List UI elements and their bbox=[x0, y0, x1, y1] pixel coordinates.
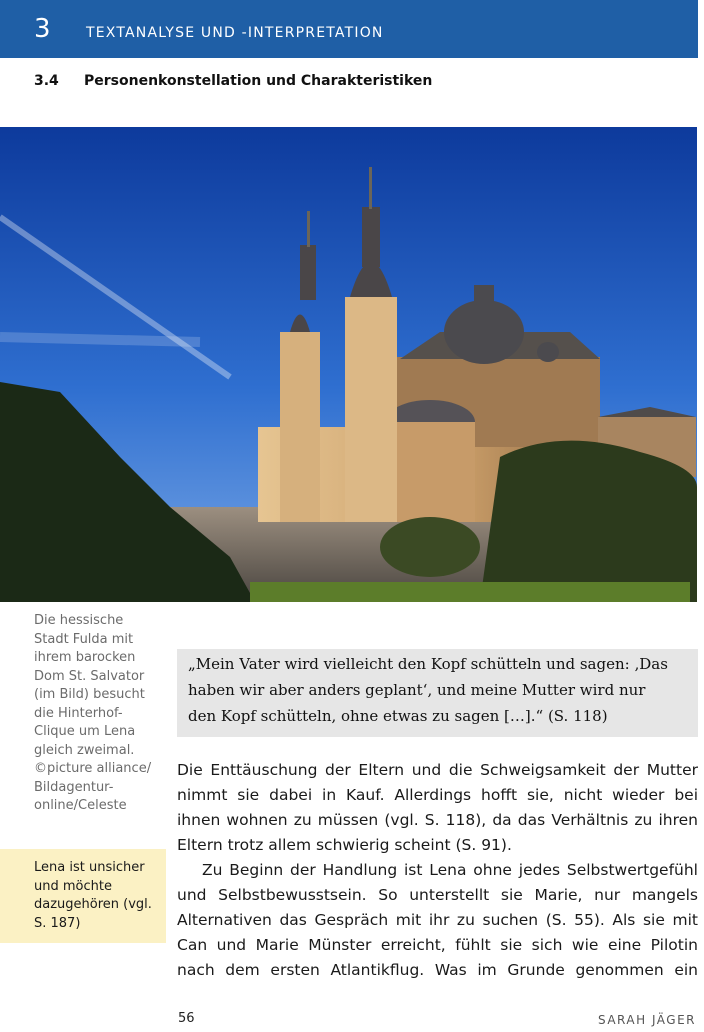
body-line: nimmt sie dabei in Kauf. Allerdings hofft sie, nicht wieder bei bbox=[177, 786, 698, 804]
body-line: Eltern trotz allem schwierig scheint (S. 91). bbox=[177, 836, 512, 854]
section-title: Personenkonstellation und Charakteristiken bbox=[84, 73, 433, 89]
section-number: 3.4 bbox=[34, 73, 59, 89]
body-line: und Selbstbewusstsein. So unterstellt sie Marie, nur mangels bbox=[177, 886, 698, 904]
quote-line: den Kopf schütteln, ohne etwas zu sagen […].“ (S. 118) bbox=[188, 707, 608, 725]
body-line: Die Enttäuschung der Eltern und die Schweigsamkeit der Mutter bbox=[177, 761, 698, 779]
quote-line: „Mein Vater wird vielleicht den Kopf schütteln und sagen: ‚Das bbox=[188, 655, 668, 673]
quote-line: haben wir aber anders geplant‘, und meine Mutter wird nur bbox=[188, 681, 646, 699]
cathedral-photo bbox=[0, 127, 697, 602]
photo-caption: Die hessische Stadt Fulda mit ihrem barocken Dom St. Salvator (im Bild) besucht die Hinterhof- Clique um Lena gleich zweimal. ©picture alliance/ Bildagentur- online/Celeste bbox=[34, 613, 152, 813]
body-line: Zu Beginn der Handlung ist Lena ohne jedes Selbstwertgefühl bbox=[202, 861, 698, 879]
page-number: 56 bbox=[178, 1011, 195, 1026]
margin-note bbox=[0, 849, 166, 943]
chapter-title: TEXTANALYSE UND -INTERPRETATION bbox=[86, 25, 384, 41]
body-line: Alternativen das Gespräch mit ihr zu suchen (S. 55). Als sie mit bbox=[177, 911, 698, 929]
margin-note-text: Lena ist unsicher und möchte dazugehören (vgl. S. 187) bbox=[34, 860, 152, 931]
chapter-number: 3 bbox=[34, 14, 51, 44]
body-line: ihnen wohnen zu müssen (vgl. S. 118), da das Verhältnis zu ihren bbox=[177, 811, 698, 829]
body-line: Can und Marie Münster erreicht, fühlt sie sich wie eine Pilotin bbox=[177, 936, 698, 954]
footer-author: SARAH JÄGER bbox=[598, 1013, 696, 1027]
body-line: nach dem ersten Atlantikflug. Was im Grunde genommen ein bbox=[177, 961, 698, 979]
chapter-header-bar bbox=[0, 0, 698, 58]
quote-box bbox=[177, 649, 698, 737]
